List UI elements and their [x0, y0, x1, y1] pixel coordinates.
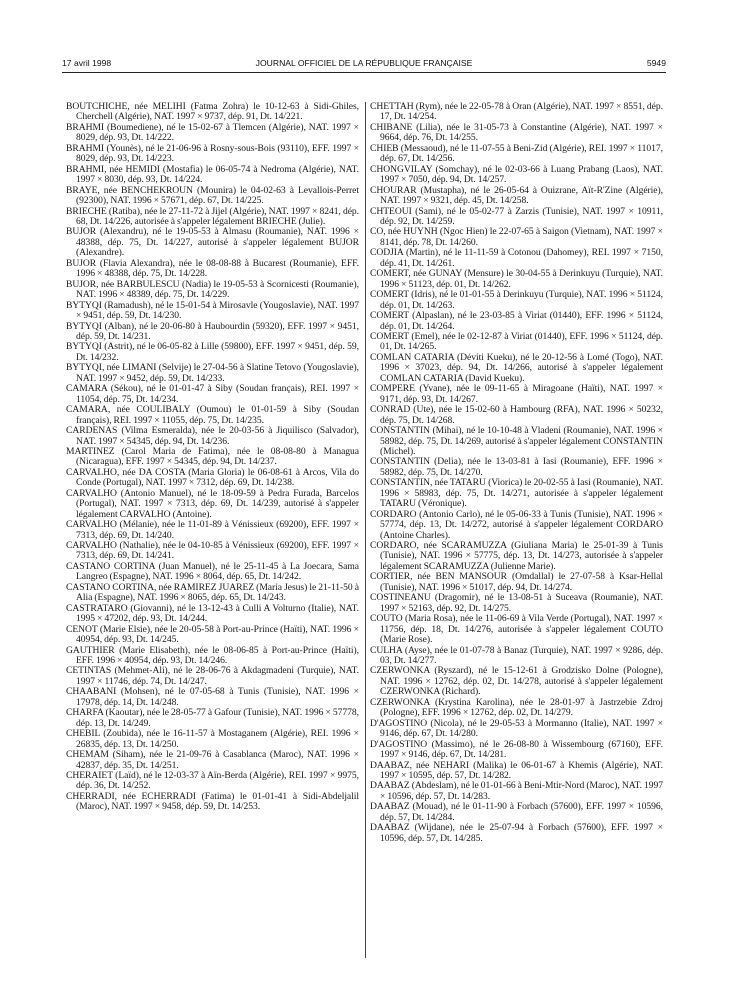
naturalization-entry: CORDARO (Antonio Carlo), né le 05-06-33 à Tunis (Tunisie), NAT. 1996 × 57774, dép. 13, Dt. 14/272, autorisé à s'appeler légalement CORDARO (Antoine Charles).	[370, 508, 663, 541]
naturalization-entry: BYTYQI (Alban), né le 20-06-80 à Haubourdin (59320), EFF. 1997 × 9451, dép. 59, Dt. 14/231.	[66, 320, 359, 342]
naturalization-entry: D'AGOSTINO (Massimo), né le 26-08-80 à Wissembourg (67160), EFF. 1997 × 9146, dép. 67, Dt. 14/281.	[370, 738, 663, 761]
naturalization-entry: BYTYQI (Astrit), né le 06-05-82 à Lille (59800), EFF. 1997 × 9451, dép. 59, Dt. 14/232.	[66, 341, 359, 363]
page-header	[62, 56, 666, 70]
naturalization-entry: CARDENAS (Vilma Esmeralda), née le 20-03-56 à Jiquilisco (Salvador), NAT. 1997 × 54345, dép. 94, Dt. 14/236.	[66, 425, 359, 447]
naturalization-entry: BYTYQI, née LIMANI (Selvije) le 27-04-56 à Slatine Tetovo (Yougoslavie), NAT. 1997 × 9452, dép. 59, Dt. 14/233.	[66, 362, 359, 384]
naturalization-entry: BUJOR (Alexandru), né le 19-05-53 à Almasu (Roumanie), NAT. 1996 × 48388, dép. 75, Dt. 14/227, autorisé à s'appeler légalement BUJOR (Alexandre).	[66, 226, 359, 259]
naturalization-entry: MARTINEZ (Carol Maria de Fatima), née le 08-08-80 à Managua (Nicaragua), EFF. 1997 × 54345, dép. 94, Dt. 14/237.	[66, 445, 359, 468]
naturalization-entry: CHEMAM (Siham), née le 21-09-76 à Casablanca (Maroc), NAT. 1996 × 42837, dép. 35, Dt. 14/251.	[66, 749, 359, 771]
naturalization-entry: CETINTAS (Mehmet-Ali), né le 28-06-76 à Akdagmadeni (Turquie), NAT. 1997 × 11746, dép. 74, Dt. 14/247.	[66, 665, 359, 687]
journal-title: JOURNAL OFFICIEL DE LA RÉPUBLIQUE FRANÇAISE	[255, 58, 473, 68]
naturalization-entry: COMERT, née GUNAY (Mensure) le 30-04-55 à Derinkuyu (Turquie), NAT. 1996 × 51123, dép. 01, Dt. 14/262.	[370, 268, 663, 290]
naturalization-entry: CORDARO, née SCARAMUZZA (Giuliana Maria) le 25-01-39 à Tunis (Tunisie), NAT. 1996 × 57775, dép. 13, Dt. 14/273, autorisée à s'appeler légalement SCARAMUZZA (Julienne Marie).	[370, 540, 663, 572]
naturalization-entry: BYTYQI (Ramadush), né le 15-01-54 à Mirosavle (Yougoslavie), NAT. 1997 × 9451, dép. 59, Dt. 14/230.	[66, 299, 359, 322]
naturalization-entry: CARVALHO (Nathalie), née le 04-10-85 à Vénissieux (69200), EFF. 1997 × 7313, dép. 69, Dt. 14/241.	[66, 540, 359, 562]
naturalization-entry: CODJIA (Martin), né le 11-11-59 à Cotonou (Dahomey), REI. 1997 × 7150, dép. 41, Dt. 14/261.	[370, 247, 663, 269]
naturalization-entry: COMLAN CATARIA (Déviti Kueku), né le 20-12-56 à Lomé (Togo), NAT. 1996 × 37023, dép. 94, Dt. 14/266, autorisé à s'appeler légalement COMLAN CATARIA (David Kueku).	[370, 351, 663, 384]
naturalization-entry: CONSTANTIN (Mihai), né le 10-10-48 à Vladeni (Roumanie), NAT. 1996 × 58982, dép. 75, Dt. 14/269, autorisé à s'appeler légalement CONSTANTIN (Michel).	[370, 425, 663, 457]
naturalization-entry: COMERT (Idris), né le 01-01-55 à Derinkuyu (Turquie), NAT. 1996 × 51124, dép. 01, Dt. 14/263.	[370, 289, 663, 311]
naturalization-entry: CORTIER, née BEN MANSOUR (Omdallal) le 27-07-58 à Ksar-Hellal (Tunisie), NAT. 1996 × 51017, dép. 94, Dt. 14/274.	[370, 571, 663, 593]
naturalization-entry: CHTEOUI (Sami), né le 05-02-77 à Zarzis (Tunisie), NAT. 1997 × 10911, dép. 92, Dt. 14/259.	[370, 205, 663, 227]
naturalization-entry: COMERT (Emel), née le 02-12-87 à Viriat (01440), EFF. 1996 × 51124, dép. 01, Dt. 14/265.	[370, 330, 663, 353]
naturalization-entry: CHOURAR (Mustapha), né le 26-05-64 à Ouizrane, Aït-R'Zine (Algérie), NAT. 1997 × 9321, dép. 45, Dt. 14/258.	[370, 184, 663, 207]
naturalization-entry: CHIEB (Messaoud), né le 11-07-55 à Beni-Zid (Algérie), REI. 1997 × 11017, dép. 67, Dt. 14/256.	[370, 142, 663, 165]
naturalization-entry: DAABAZ (Wijdane), née le 25-07-94 à Forbach (57600), EFF. 1997 × 10596, dép. 57, Dt. 14/285.	[370, 822, 663, 844]
naturalization-entry: CENOT (Marie Elsie), née le 20-05-58 à Port-au-Prince (Haïti), NAT. 1996 × 40954, dép. 93, Dt. 14/245.	[66, 623, 359, 646]
naturalization-entry: CONRAD (Ute), née le 15-02-60 à Hambourg (RFA), NAT. 1996 × 50232, dép. 75, Dt. 14/268.	[370, 404, 663, 426]
publication-date: 17 avril 1998	[62, 58, 112, 68]
naturalization-entry: CASTRATARO (Giovanni), né le 13-12-43 à Culli A Volturno (Italie), NAT. 1995 × 47202, dép. 93, Dt. 14/244.	[66, 602, 359, 625]
naturalization-entry: CONSTANTIN (Delia), née le 13-03-81 à Iasi (Roumanie), EFF. 1996 × 58982, dép. 75, Dt. 14/270.	[370, 456, 663, 478]
naturalization-entry: CO, née HUYNH (Ngoc Hien) le 22-07-65 à Saigon (Vietnam), NAT. 1997 × 8141, dép. 78, Dt. 14/260.	[370, 226, 663, 248]
naturalization-entry: BOUTCHICHE, née MELIHI (Fatma Zohra) le 10-12-63 à Sidi-Ghiles, Cherchell (Algérie), NAT. 1997 × 9737, dép. 91, Dt. 14/221.	[66, 101, 359, 123]
naturalization-entry: CHAABANI (Mohsen), né le 07-05-68 à Tunis (Tunisie), NAT. 1996 × 17978, dép. 14, Dt. 14/248.	[66, 686, 359, 708]
naturalization-entry: CHARFA (Kaoutar), née le 28-05-77 à Gafour (Tunisie), NAT. 1996 × 57778, dép. 13, Dt. 14/249.	[66, 707, 359, 729]
naturalization-entry: DAABAZ (Mouad), né le 01-11-90 à Forbach (57600), EFF. 1997 × 10596, dép. 57, Dt. 14/284.	[370, 801, 663, 823]
naturalization-entry: CONSTANTIN, née TATARU (Viorica) le 20-02-55 à Iasi (Roumanie), NAT. 1996 × 58983, dép. 75, Dt. 14/271, autorisée à s'appeler légalement TATARU (Véronique).	[370, 477, 663, 510]
naturalization-entry: COMPERE (Yvane), née le 09-11-65 à Miragoane (Haïti), NAT. 1997 × 9171, dép. 93, Dt. 14/267.	[370, 383, 663, 405]
naturalization-entry: BRAHMI (Younès), né le 21-06-96 à Rosny-sous-Bois (93110), EFF. 1997 × 8029, dép. 93, Dt. 14/223.	[66, 142, 359, 165]
naturalization-entry: CZERWONKA (Ryszard), né le 15-12-61 à Grodzisko Dolne (Pologne), NAT. 1996 × 12762, dép. 02, Dt. 14/278, autorisé à s'appeler légalement CZERWONKA (Richard).	[370, 665, 663, 698]
right-column	[370, 102, 663, 844]
naturalization-entry: CARVALHO (Mélanie), née le 11-01-89 à Vénissieux (69200), EFF. 1997 × 7313, dép. 69, Dt. 14/240.	[66, 519, 359, 541]
naturalization-entry: BRAHMI, née HEMIDI (Mostafia) le 06-05-74 à Nedroma (Algérie), NAT. 1997 × 8030, dép. 93, Dt. 14/224.	[66, 163, 359, 186]
naturalization-entry: BRIECHE (Ratiba), née le 27-11-72 à Jijel (Algérie), NAT. 1997 × 8241, dép. 68, Dt. 14/226, autorisée à s'appeler légalement BRIECHE (Julie).	[66, 205, 359, 227]
naturalization-entry: GAUTHIER (Marie Elisabeth), née le 08-06-85 à Port-au-Prince (Haïti), EFF. 1996 × 40954, dép. 93, Dt. 14/246.	[66, 644, 359, 667]
naturalization-entry: COMERT (Alpaslan), né le 23-03-85 à Viriat (01440), EFF. 1996 × 51124, dép. 01, Dt. 14/264.	[370, 310, 663, 332]
naturalization-entry: CASTANO CORTINA (Juan Manuel), né le 25-11-45 à La Joecara, Sama Langreo (Espagne), NAT. 1996 × 8064, dép. 65, Dt. 14/242.	[66, 560, 359, 583]
naturalization-entry: D'AGOSTINO (Nicola), né le 29-05-53 à Mormanno (Italie), NAT. 1997 × 9146, dép. 67, Dt. 14/280.	[370, 717, 663, 740]
naturalization-entry: COSTINEANU (Dragomir), né le 13-08-51 à Suceava (Roumanie), NAT. 1997 × 52163, dép. 92, Dt. 14/275.	[370, 592, 663, 614]
naturalization-entry: CHONGVILAY (Somchay), né le 02-03-66 à Luang Prabang (Laos), NAT. 1997 × 7050, dép. 94, Dt. 14/257.	[370, 163, 663, 186]
header-rule	[62, 72, 666, 73]
naturalization-entry: CAMARA, née COULIBALY (Oumou) le 01-01-59 à Siby (Soudan français), REI. 1997 × 11055, dép. 75, Dt. 14/235.	[66, 404, 359, 426]
page-number: 5949	[646, 58, 666, 68]
naturalization-entry: CHETTAH (Rym), née le 22-05-78 à Oran (Algérie), NAT. 1997 × 8551, dép. 17, Dt. 14/254.	[370, 101, 663, 123]
naturalization-entry: COUTO (Maria Rosa), née le 11-06-69 à Vila Verde (Portugal), NAT. 1997 × 11756, dép. 18, Dt. 14/276, autorisée à s'appeler légalement COUTO (Marie Rose).	[370, 613, 663, 646]
naturalization-entry: BUJOR (Flavia Alexandra), née le 08-08-88 à Bucarest (Roumanie), EFF. 1996 × 48388, dép. 75, Dt. 14/228.	[66, 257, 359, 280]
naturalization-entry: CHERRADI, née ECHERRADI (Fatima) le 01-01-41 à Sidi-Abdeljalil (Maroc), NAT. 1997 × 9458, dép. 59, Dt. 14/253.	[66, 790, 359, 813]
naturalization-entry: CHERAIET (Laïd), né le 12-03-37 à Aïn-Berda (Algérie), REI. 1997 × 9975, dép. 36, Dt. 14/252.	[66, 770, 359, 792]
naturalization-entry: BRAHMI (Boumediene), né le 15-02-67 à Tlemcen (Algérie), NAT. 1997 × 8029, dép. 93, Dt. 14/222.	[66, 121, 359, 144]
naturalization-entry: CARVALHO, née DA COSTA (Maria Gloria) le 06-08-61 à Arcos, Vila do Conde (Portugal), NAT. 1997 × 7312, dép. 69, Dt. 14/238.	[66, 466, 359, 489]
naturalization-entry: CULHA (Ayse), née le 01-07-78 à Banaz (Turquie), NAT. 1997 × 9286, dép. 03, Dt. 14/277.	[370, 644, 663, 667]
left-column	[66, 102, 359, 813]
naturalization-entry: CARVALHO (Antonio Manuel), né le 18-09-59 à Pedra Furada, Barcelos (Portugal), NAT. 1997 × 7313, dép. 69, Dt. 14/239, autorisé à s'appeler légalement CARVALHO (Antoine).	[66, 487, 359, 520]
column-divider	[365, 102, 366, 958]
naturalization-entry: BUJOR, née BARBULESCU (Nadia) le 19-05-53 à Scornicesti (Roumanie), NAT. 1996 × 48389, dép. 75, Dt. 14/229.	[66, 278, 359, 301]
naturalization-entry: DAABAZ (Abdeslam), né le 01-01-66 à Beni-Mtir-Nord (Maroc), NAT. 1997 × 10596, dép. 57, Dt. 14/283.	[370, 780, 663, 802]
naturalization-entry: BRAYE, née BENCHEKROUN (Mounira) le 04-02-63 à Levallois-Perret (92300), NAT. 1996 × 57671, dép. 67, Dt. 14/225.	[66, 184, 359, 207]
naturalization-entry: CHEBIL (Zoubida), née le 16-11-57 à Mostaganem (Algérie), REI. 1996 × 26835, dép. 13, Dt. 14/250.	[66, 728, 359, 750]
naturalization-entry: CZERWONKA (Krystina Karolina), née le 28-01-97 à Jastrzebie Zdroj (Pologne), EFF. 1996 × 12762, dép. 02, Dt. 14/279.	[370, 696, 663, 719]
naturalization-entry: CASTANO CORTINA, née RAMIREZ JUAREZ (Maria Jesus) le 21-11-50 à Alia (Espagne), NAT. 1996 × 8065, dép. 65, Dt. 14/243.	[66, 581, 359, 604]
naturalization-entry: CAMARA (Sékou), né le 01-01-47 à Siby (Soudan français), REI. 1997 × 11054, dép. 75, Dt. 14/234.	[66, 383, 359, 405]
naturalization-entry: DAABAZ, née NEHARI (Malika) le 06-01-67 à Khemis (Algérie), NAT. 1997 × 10595, dép. 57, Dt. 14/282.	[370, 759, 663, 781]
naturalization-entry: CHIBANE (Lilia), née le 31-05-73 à Constantine (Algérie), NAT. 1997 × 9664, dép. 76, Dt. 14/255.	[370, 121, 663, 144]
